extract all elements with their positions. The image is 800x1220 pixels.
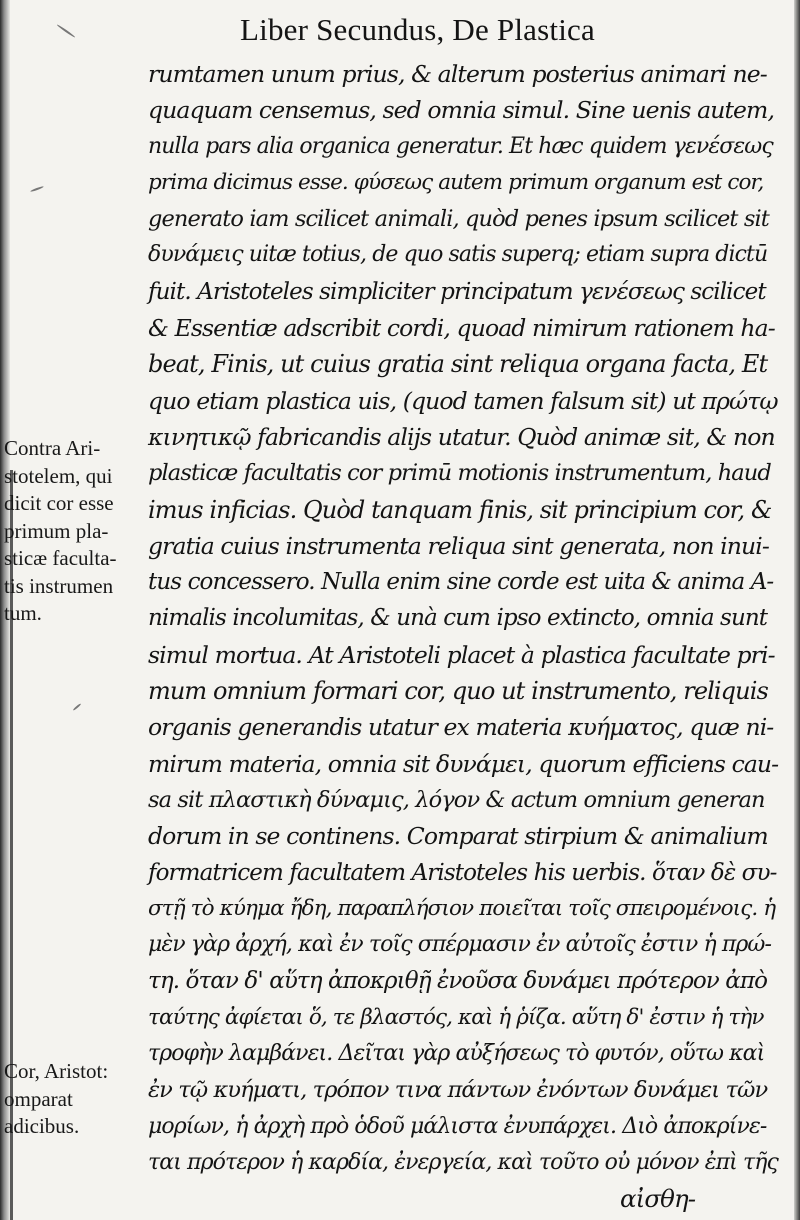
text-line: nimalis incolumitas, & unà cum ipso extincto, omnia sunt bbox=[148, 605, 768, 632]
text-line: sa sit πλαστικὴ δύναμις, λόγον & actum omnium generan bbox=[148, 786, 765, 813]
text-line: ται πρότερον ἡ καρδία, ἐνεργεία, καὶ τοῦτο οὐ μόνον ἐπὶ τῆς bbox=[148, 1149, 778, 1175]
page-edge-shadow-right bbox=[794, 0, 800, 1220]
text-line: beat, Finis, ut cuius gratia sint reliqua organa facta, Et bbox=[148, 350, 768, 379]
text-line: tus concessero. Nulla enim sine corde est uita & anima A- bbox=[148, 569, 774, 596]
text-line: μὲν γὰρ ἀρχή, καὶ ἐν τοῖς σπέρμασιν ἐν αὐτοῖς ἐστιν ἡ πρώ- bbox=[148, 932, 771, 958]
text-line: rumtamen unum prius, & alterum posterius animari ne- bbox=[148, 60, 767, 88]
text-line: mum omnium formari cor, quo ut instrumento, reliquis bbox=[148, 677, 768, 706]
text-line: κινητικῷ fabricandis alijs utatur. Quòd animæ sit, & non bbox=[148, 422, 775, 451]
text-line: τη. ὅταν δ' αὕτη ἀποκριθῇ ἐνοῦσα δυνάμει πρότερον ἀπὸ bbox=[148, 968, 768, 995]
text-line: quo etiam plastica uis, (quod tamen falsum sit) ut πρώτῳ bbox=[148, 386, 778, 415]
text-line-catchword: αἰσθη- bbox=[620, 1184, 696, 1214]
text-line: quaquam censemus, sed omnia simul. Sine uenis autem, bbox=[148, 96, 775, 125]
text-line: dorum in se continens. Comparat stirpium & animalium bbox=[148, 822, 768, 851]
body-text bbox=[148, 56, 778, 1218]
text-line: ἐν τῷ κυήματι, τρόπον τινα πάντων ἐνόντων δυνάμει τῶν bbox=[148, 1077, 768, 1104]
text-line: & Essentiæ adscribit cordi, quoad nimirum rationem ha- bbox=[148, 314, 775, 343]
text-line: nulla pars alia organica generatur. Et hæc quidem γενέσεως bbox=[148, 133, 773, 159]
text-line: formatricem facultatem Aristoteles his uerbis. ὅταν δὲ συ- bbox=[148, 859, 777, 886]
text-line: στῇ τὸ κύημα ἤδη, παραπλήσιον ποιεῖται τοῖς σπειρομένοις. ἡ bbox=[148, 895, 776, 921]
text-line: τροφὴν λαμβάνει. Δεῖται γὰρ αὐξήσεως τὸ φυτόν, οὕτω καὶ bbox=[148, 1041, 765, 1067]
text-line: generato iam scilicet animali, quòd penes ipsum scilicet sit bbox=[148, 206, 769, 233]
print-speck bbox=[56, 24, 75, 38]
text-line: plasticæ facultatis cor primū motionis instrumentum, haud bbox=[148, 460, 771, 487]
running-head: Liber Secundus, De Plastica bbox=[240, 12, 595, 47]
text-line: ταύτης ἀφίεται ὅ, τε βλαστός, καὶ ἡ ῥίζα. αὕτη δ' ἐστιν ἡ τὴν bbox=[148, 1004, 764, 1030]
print-speck bbox=[30, 186, 44, 193]
print-speck bbox=[73, 703, 82, 711]
text-line: simul mortua. At Aristoteli placet à plastica facultate pri- bbox=[148, 640, 775, 669]
margin-note-cor-aristot: Cor, Aristot: omparat adicibus. bbox=[4, 1059, 109, 1138]
text-line: δυνάμεις uitæ totius, de quo satis superq; etiam supra dictū bbox=[148, 242, 768, 268]
text-line: organis generandis utatur ex materia κυήματος, quæ ni- bbox=[148, 713, 774, 742]
text-line: μορίων, ἡ ἀρχὴ πρὸ ὁδοῦ μάλιστα ἐνυπάρχει. Διὸ ἀποκρίνε- bbox=[148, 1113, 767, 1139]
text-line: fuit. Aristoteles simpliciter principatum γενέσεως scilicet bbox=[148, 278, 766, 305]
text-line: prima dicimus esse. φύσεως autem primum organum est cor, bbox=[148, 169, 764, 195]
text-line: imus inficias. Quòd tanquam finis, sit principium cor, & bbox=[148, 495, 772, 524]
text-line: gratia cuius instrumenta reliqua sint generata, non inui- bbox=[148, 531, 769, 560]
margin-note-contra-aristotelem: Contra Ari- stotelem, qui dicit cor esse primum pla- sticæ faculta- tis instrumen tum. bbox=[4, 436, 117, 625]
text-line: mirum materia, omnia sit δυνάμει, quorum efficiens cau- bbox=[148, 749, 779, 778]
